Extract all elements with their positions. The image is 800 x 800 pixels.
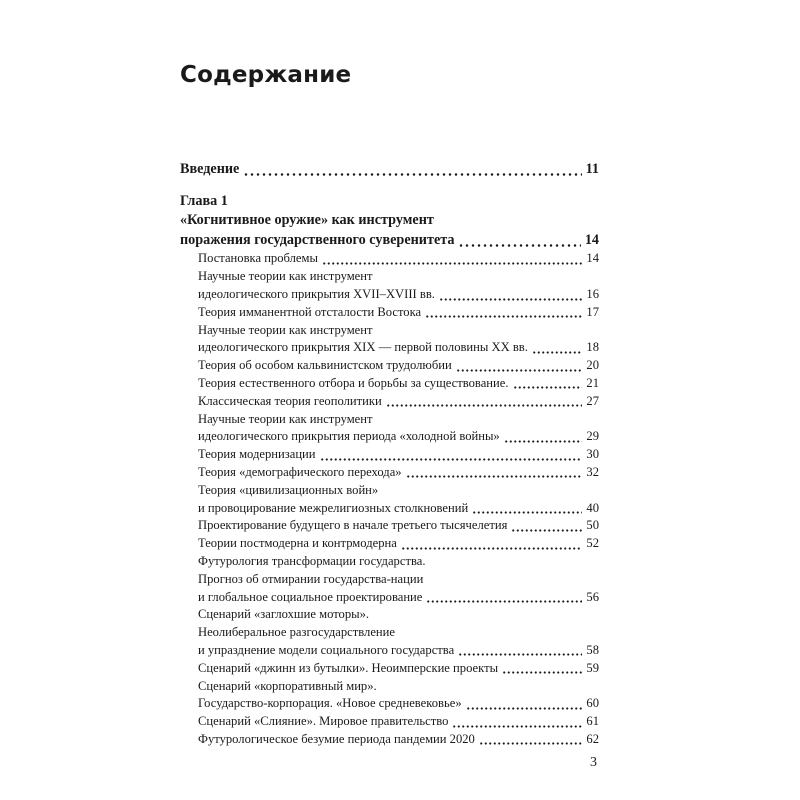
entry-text: Научные теории как инструмент — [198, 411, 373, 426]
leader-dots — [320, 446, 583, 464]
toc-entry[interactable] — [180, 464, 599, 482]
entry-page: 50 — [586, 518, 599, 533]
entry-text: Теория естественного отбора и борьбы за существование. — [198, 375, 509, 390]
entry-text: Теория имманентной отсталости Востока — [198, 304, 422, 319]
entry-text: Классическая теория геополитики — [198, 393, 382, 408]
entry-page: 18 — [586, 340, 599, 355]
entry-page: 52 — [586, 536, 599, 551]
entry-text: идеологического прикрытия XIX — первой половины XX вв. — [198, 340, 528, 355]
leader-dots — [479, 731, 583, 749]
leader-dots — [425, 304, 582, 322]
entry-text: Теории постмодерна и контрмодерна — [198, 536, 397, 551]
entry-text: Научные теории как инструмент — [198, 322, 373, 337]
entry-page: 61 — [586, 714, 599, 729]
toc-entry[interactable] — [180, 446, 599, 464]
toc-entry[interactable] — [180, 250, 599, 268]
leader-dots — [243, 160, 581, 180]
entry-page: 11 — [585, 161, 599, 177]
toc-entry — [180, 268, 599, 286]
entry-page: 58 — [586, 642, 599, 657]
entry-text: идеологического прикрытия XVII–XVIII вв. — [198, 286, 435, 301]
leader-dots — [401, 535, 583, 553]
chapter-label — [180, 192, 599, 212]
entry-text: Научные теории как инструмент — [198, 269, 373, 284]
toc-entry[interactable] — [180, 642, 599, 660]
entry-text: Сценарий «заглохшие моторы». — [198, 607, 370, 622]
toc-entry[interactable] — [180, 695, 599, 713]
toc-entry[interactable] — [180, 339, 599, 357]
entry-page: 21 — [586, 375, 599, 390]
leader-dots — [502, 660, 582, 678]
chapter-label-text: Глава 1 — [180, 192, 228, 209]
entry-text: Неолиберальное разгосударствление — [198, 625, 395, 640]
toc-entry[interactable] — [180, 731, 599, 749]
entry-text: Сценарий «корпоративный мир». — [198, 678, 377, 693]
toc-entry — [180, 482, 599, 500]
entry-page: 14 — [586, 251, 599, 266]
toc-entry[interactable] — [180, 589, 599, 607]
toc-entry — [180, 606, 599, 624]
entry-text: идеологического прикрытия периода «холодной войны» — [198, 429, 500, 444]
entry-text: Теория «цивилизационных войн» — [198, 482, 379, 497]
section-entries — [180, 250, 599, 748]
entry-text: Государство-корпорация. «Новое средневековье» — [198, 696, 462, 711]
toc-entry — [180, 322, 599, 340]
entry-text: Теория «демографического перехода» — [198, 464, 402, 479]
entry-text: Постановка проблемы — [198, 251, 318, 266]
toc-entry[interactable] — [180, 660, 599, 678]
entry-text: Футурологическое безумие периода пандемии 2020 — [198, 731, 475, 746]
entry-page: 27 — [586, 393, 599, 408]
toc-entry[interactable] — [180, 375, 599, 393]
page-number: 3 — [590, 755, 597, 770]
entry-page: 20 — [586, 358, 599, 373]
leader-dots — [472, 500, 582, 518]
toc-entry[interactable] — [180, 517, 599, 535]
toc-entry[interactable] — [180, 357, 599, 375]
chapter-title-line — [180, 211, 599, 231]
entry-page: 59 — [586, 660, 599, 675]
entry-page: 62 — [586, 731, 599, 746]
toc-entry[interactable] — [180, 286, 599, 304]
toc-entry — [180, 624, 599, 642]
leader-dots — [406, 464, 583, 482]
leader-dots — [458, 642, 582, 660]
leader-dots — [426, 589, 582, 607]
leader-dots — [439, 286, 582, 304]
leader-dots — [322, 250, 582, 268]
entry-text: Теория модернизации — [198, 447, 316, 462]
entry-text: Введение — [180, 161, 240, 177]
entry-page: 56 — [586, 589, 599, 604]
leader-dots — [456, 357, 583, 375]
toc-entry[interactable] — [180, 500, 599, 518]
toc-entry — [180, 553, 599, 571]
leader-dots — [504, 428, 583, 446]
leader-dots — [511, 517, 582, 535]
chapter-title-text: «Когнитивное оружие» как инструмент — [180, 212, 434, 229]
entry-page: 16 — [586, 286, 599, 301]
toc-entry-intro[interactable] — [180, 160, 599, 180]
toc-entry[interactable] — [180, 428, 599, 446]
entry-page: 30 — [586, 447, 599, 462]
entry-text: и упразднение модели социального государства — [198, 642, 455, 657]
entry-text: Теория об особом кальвинистском трудолюбии — [198, 358, 452, 373]
chapter-title-text: поражения государственного суверенитета — [180, 231, 455, 248]
entry-text: Сценарий «джинн из бутылки». Неоимперские проекты — [198, 660, 499, 675]
toc-entry — [180, 411, 599, 429]
page-title: Содержание — [180, 62, 352, 88]
toc-entry — [180, 571, 599, 589]
entry-text: Футурология трансформации государства. — [198, 553, 426, 568]
entry-page: 60 — [586, 696, 599, 711]
leader-dots — [386, 393, 583, 411]
entry-text: Сценарий «Слияние». Мировое правительство — [198, 714, 449, 729]
entry-page: 17 — [586, 304, 599, 319]
leader-dots — [466, 695, 583, 713]
toc-entry[interactable] — [180, 304, 599, 322]
entry-text: и глобальное социальное проектирование — [198, 589, 423, 604]
entry-text: и провоцирование межрелигиозных столкновений — [198, 500, 469, 515]
leader-dots — [532, 339, 583, 357]
entry-text: Прогноз об отмирании государства-нации — [198, 571, 424, 586]
leader-dots — [513, 375, 583, 393]
toc-entry[interactable] — [180, 535, 599, 553]
entry-page: 32 — [586, 464, 599, 479]
toc-entry[interactable] — [180, 393, 599, 411]
leader-dots — [452, 713, 582, 731]
toc-entry[interactable] — [180, 713, 599, 731]
toc-entry — [180, 678, 599, 696]
toc-entry-chapter-1[interactable] — [180, 231, 599, 251]
table-of-contents — [180, 160, 599, 749]
leader-dots — [458, 231, 580, 251]
entry-page: 29 — [586, 429, 599, 444]
entry-text: Проектирование будущего в начале третьего тысячелетия — [198, 518, 508, 533]
entry-page: 14 — [584, 231, 599, 248]
entry-page: 40 — [586, 500, 599, 515]
